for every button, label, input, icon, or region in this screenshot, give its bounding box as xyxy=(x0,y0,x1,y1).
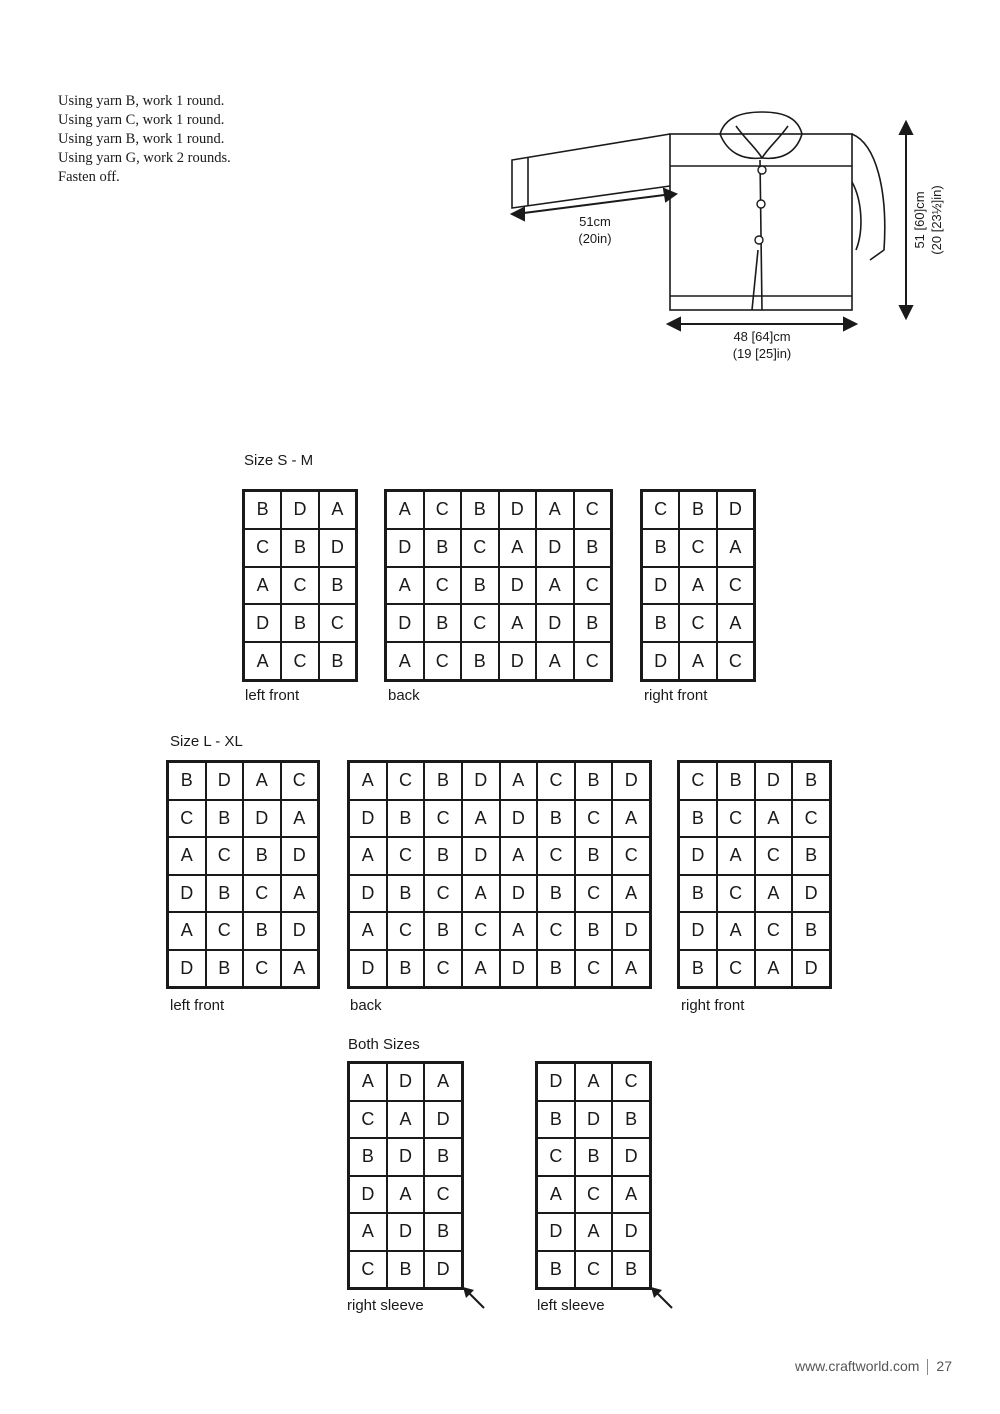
instruction-line: Using yarn G, work 2 rounds. xyxy=(58,150,231,166)
grid-cell: C xyxy=(717,567,754,605)
grid-cell: B xyxy=(206,950,244,988)
grid-cell: B xyxy=(206,875,244,913)
grid-cell: B xyxy=(792,837,830,875)
grid-cell: D xyxy=(387,1063,425,1101)
grid-cell: C xyxy=(424,567,462,605)
grid-cell: C xyxy=(243,875,281,913)
grid-cell: B xyxy=(387,875,425,913)
grid-cell: A xyxy=(612,875,650,913)
grid-cell: C xyxy=(575,950,613,988)
grid-cell: C xyxy=(281,642,318,680)
grid-cell: B xyxy=(281,529,318,567)
width-measure-label: 48 [64]cm xyxy=(733,329,791,344)
grid-cell: D xyxy=(281,491,318,529)
grid-cell: C xyxy=(642,491,679,529)
grid-cell: D xyxy=(612,912,650,950)
grid-cell: A xyxy=(424,1063,462,1101)
label-right-sleeve: right sleeve xyxy=(347,1297,424,1314)
grid-cell: C xyxy=(717,950,755,988)
instruction-line: Using yarn B, work 1 round. xyxy=(58,93,225,109)
label-left-sleeve: left sleeve xyxy=(537,1297,605,1314)
grid-cell: A xyxy=(387,1176,425,1214)
label-lxl-left-front: left front xyxy=(170,997,225,1014)
grid-cell: C xyxy=(537,1138,575,1176)
grid-cell: D xyxy=(537,1063,575,1101)
instructions-text xyxy=(58,92,231,187)
button-icon xyxy=(757,200,765,208)
grid-cell: A xyxy=(499,529,537,567)
both-sizes-title: Both Sizes xyxy=(348,1036,420,1053)
label-sm-left-front: left front xyxy=(245,687,300,704)
grid-cell: B xyxy=(349,1138,387,1176)
grid-cell: C xyxy=(424,800,462,838)
footer-divider xyxy=(927,1359,928,1375)
grid-cell: A xyxy=(462,950,500,988)
grid-cell: B xyxy=(424,762,462,800)
grid-cell: D xyxy=(387,1213,425,1251)
grid-cell: C xyxy=(575,875,613,913)
grid-cell: C xyxy=(792,800,830,838)
grid-cell: B xyxy=(243,912,281,950)
grid-cell: A xyxy=(349,1063,387,1101)
grid-cell: B xyxy=(537,950,575,988)
grid-cell: A xyxy=(755,800,793,838)
grid-cell: B xyxy=(537,875,575,913)
grid-cell: B xyxy=(244,491,281,529)
grid-cell: B xyxy=(717,762,755,800)
grid-cell: D xyxy=(462,762,500,800)
grid-cell: C xyxy=(717,875,755,913)
grid-cell: B xyxy=(642,529,679,567)
grid-cell: C xyxy=(319,604,356,642)
grid-cell: B xyxy=(424,912,462,950)
grid-cell: B xyxy=(574,529,612,567)
grid-sm-right-front xyxy=(640,489,756,682)
right-sleeve-start-arrow-icon xyxy=(460,1284,488,1312)
grid-cell: B xyxy=(679,950,717,988)
grid-cell: C xyxy=(281,567,318,605)
grid-cell: D xyxy=(462,837,500,875)
grid-cell: C xyxy=(679,604,716,642)
grid-cell: D xyxy=(499,642,537,680)
instruction-line: Using yarn B, work 1 round. xyxy=(58,131,225,147)
grid-cell: C xyxy=(679,529,716,567)
grid-cell: C xyxy=(462,912,500,950)
grid-cell: D xyxy=(679,912,717,950)
grid-cell: B xyxy=(319,642,356,680)
grid-cell: D xyxy=(243,800,281,838)
size-lxl-title: Size L - XL xyxy=(170,733,243,750)
grid-cell: A xyxy=(612,800,650,838)
grid-cell: C xyxy=(281,762,319,800)
grid-cell: C xyxy=(575,800,613,838)
grid-cell: D xyxy=(536,529,574,567)
grid-cell: A xyxy=(244,642,281,680)
grid-cell: C xyxy=(243,950,281,988)
grid-cell: C xyxy=(424,491,462,529)
grid-cell: A xyxy=(717,604,754,642)
label-sm-right-front: right front xyxy=(644,687,708,704)
grid-cell: C xyxy=(387,912,425,950)
button-icon xyxy=(758,166,766,174)
grid-cell: A xyxy=(500,837,538,875)
grid-cell: B xyxy=(243,837,281,875)
grid-cell: B xyxy=(387,1251,425,1289)
grid-lxl-back xyxy=(347,760,652,989)
grid-cell: C xyxy=(424,1176,462,1214)
grid-cell: D xyxy=(792,875,830,913)
grid-sm-left-front xyxy=(242,489,358,682)
grid-cell: C xyxy=(755,912,793,950)
grid-cell: C xyxy=(575,1176,613,1214)
grid-cell: A xyxy=(168,837,206,875)
grid-cell: C xyxy=(537,912,575,950)
page-footer xyxy=(795,1358,952,1375)
grid-cell: A xyxy=(717,837,755,875)
grid-cell: B xyxy=(792,912,830,950)
grid-cell: B xyxy=(424,529,462,567)
grid-cell: B xyxy=(168,762,206,800)
grid-cell: A xyxy=(500,912,538,950)
page-number: 27 xyxy=(936,1358,952,1374)
grid-cell: A xyxy=(281,800,319,838)
grid-cell: D xyxy=(387,1138,425,1176)
grid-cell: A xyxy=(536,491,574,529)
grid-cell: A xyxy=(575,1063,613,1101)
grid-cell: C xyxy=(574,567,612,605)
collar-outline xyxy=(720,112,802,158)
grid-cell: A xyxy=(387,1101,425,1139)
button-icon xyxy=(755,236,763,244)
grid-cell: D xyxy=(642,567,679,605)
grid-lxl-left-front xyxy=(166,760,320,989)
grid-cell: D xyxy=(500,875,538,913)
grid-cell: A xyxy=(717,529,754,567)
grid-cell: A xyxy=(168,912,206,950)
grid-cell: D xyxy=(244,604,281,642)
grid-cell: D xyxy=(168,950,206,988)
grid-cell: B xyxy=(679,875,717,913)
grid-cell: A xyxy=(755,875,793,913)
grid-cell: B xyxy=(792,762,830,800)
grid-cell: A xyxy=(500,762,538,800)
footer-website-link[interactable]: www.craftworld.com xyxy=(794,1358,920,1374)
grid-cell: D xyxy=(281,912,319,950)
grid-cell: A xyxy=(349,762,387,800)
grid-cell: D xyxy=(349,800,387,838)
grid-sm-back xyxy=(384,489,613,682)
grid-cell: C xyxy=(349,1101,387,1139)
grid-cell: A xyxy=(499,604,537,642)
grid-cell: B xyxy=(612,1101,650,1139)
grid-cell: B xyxy=(574,604,612,642)
grid-cell: C xyxy=(612,1063,650,1101)
grid-cell: D xyxy=(500,800,538,838)
grid-cell: D xyxy=(612,1213,650,1251)
sleeve-measure-label-in: (20in) xyxy=(578,231,612,246)
label-sm-back: back xyxy=(388,687,420,704)
grid-cell: C xyxy=(717,800,755,838)
grid-cell: D xyxy=(386,604,424,642)
grid-cell: C xyxy=(612,837,650,875)
grid-cell: B xyxy=(575,837,613,875)
grid-cell: C xyxy=(575,1251,613,1289)
grid-cell: A xyxy=(349,837,387,875)
grid-left-sleeve xyxy=(535,1061,652,1290)
grid-cell: C xyxy=(424,642,462,680)
grid-cell: C xyxy=(717,642,754,680)
grid-cell: A xyxy=(386,567,424,605)
grid-cell: B xyxy=(537,1101,575,1139)
front-opening xyxy=(760,160,762,310)
grid-cell: D xyxy=(612,762,650,800)
grid-cell: D xyxy=(612,1138,650,1176)
grid-cell: D xyxy=(386,529,424,567)
grid-cell: C xyxy=(537,762,575,800)
grid-cell: D xyxy=(679,837,717,875)
grid-cell: B xyxy=(319,567,356,605)
grid-cell: B xyxy=(206,800,244,838)
grid-cell: C xyxy=(206,837,244,875)
grid-cell: C xyxy=(461,529,499,567)
grid-cell: D xyxy=(717,491,754,529)
grid-cell: B xyxy=(537,800,575,838)
label-lxl-back: back xyxy=(350,997,382,1014)
grid-cell: A xyxy=(386,491,424,529)
grid-cell: B xyxy=(424,604,462,642)
grid-cell: B xyxy=(612,1251,650,1289)
grid-cell: B xyxy=(461,642,499,680)
grid-cell: B xyxy=(281,604,318,642)
grid-cell: D xyxy=(281,837,319,875)
grid-cell: D xyxy=(575,1101,613,1139)
grid-cell: A xyxy=(717,912,755,950)
grid-cell: A xyxy=(612,950,650,988)
grid-cell: A xyxy=(281,950,319,988)
grid-cell: A xyxy=(537,1176,575,1214)
grid-cell: A xyxy=(349,912,387,950)
grid-cell: C xyxy=(349,1251,387,1289)
grid-cell: B xyxy=(461,567,499,605)
grid-cell: B xyxy=(424,1213,462,1251)
label-lxl-right-front: right front xyxy=(681,997,745,1014)
grid-cell: D xyxy=(536,604,574,642)
grid-lxl-right-front xyxy=(677,760,832,989)
grid-cell: A xyxy=(244,567,281,605)
grid-cell: A xyxy=(755,950,793,988)
grid-cell: C xyxy=(168,800,206,838)
instruction-line: Fasten off. xyxy=(58,169,120,185)
grid-cell: C xyxy=(574,642,612,680)
grid-cell: D xyxy=(424,1101,462,1139)
width-measure-label-in: (19 [25]in) xyxy=(732,346,792,361)
grid-cell: D xyxy=(349,875,387,913)
grid-cell: C xyxy=(244,529,281,567)
grid-cell: B xyxy=(387,800,425,838)
grid-cell: C xyxy=(387,837,425,875)
grid-cell: D xyxy=(499,491,537,529)
grid-cell: A xyxy=(386,642,424,680)
right-sleeve-outline xyxy=(852,134,885,260)
grid-cell: C xyxy=(387,762,425,800)
instruction-line: Using yarn C, work 1 round. xyxy=(58,112,225,128)
grid-cell: D xyxy=(755,762,793,800)
left-sleeve-start-arrow-icon xyxy=(648,1284,676,1312)
grid-cell: D xyxy=(642,642,679,680)
grid-cell: B xyxy=(424,1138,462,1176)
grid-cell: A xyxy=(536,567,574,605)
grid-cell: D xyxy=(349,1176,387,1214)
grid-cell: D xyxy=(792,950,830,988)
grid-cell: B xyxy=(679,491,716,529)
grid-cell: C xyxy=(424,875,462,913)
length-measure-label-in: (20 [23½]in) xyxy=(929,185,944,255)
length-measure-label: 51 [60]cm xyxy=(912,191,927,249)
grid-cell: D xyxy=(500,950,538,988)
grid-cell: A xyxy=(536,642,574,680)
grid-cell: A xyxy=(243,762,281,800)
grid-cell: D xyxy=(499,567,537,605)
cardigan-schematic xyxy=(500,110,960,380)
grid-cell: D xyxy=(349,950,387,988)
grid-cell: C xyxy=(679,762,717,800)
grid-cell: B xyxy=(575,762,613,800)
grid-cell: C xyxy=(574,491,612,529)
grid-cell: B xyxy=(642,604,679,642)
grid-cell: D xyxy=(168,875,206,913)
grid-cell: B xyxy=(537,1251,575,1289)
grid-cell: A xyxy=(679,567,716,605)
grid-cell: A xyxy=(612,1176,650,1214)
grid-cell: D xyxy=(424,1251,462,1289)
grid-cell: C xyxy=(461,604,499,642)
grid-cell: B xyxy=(387,950,425,988)
sleeve-measure-label: 51cm xyxy=(579,214,611,229)
grid-cell: A xyxy=(575,1213,613,1251)
grid-cell: D xyxy=(319,529,356,567)
grid-right-sleeve xyxy=(347,1061,464,1290)
grid-cell: B xyxy=(575,912,613,950)
grid-cell: D xyxy=(537,1213,575,1251)
grid-cell: B xyxy=(424,837,462,875)
grid-cell: A xyxy=(462,875,500,913)
grid-cell: A xyxy=(319,491,356,529)
grid-cell: A xyxy=(679,642,716,680)
grid-cell: B xyxy=(575,1138,613,1176)
grid-cell: B xyxy=(679,800,717,838)
grid-cell: C xyxy=(424,950,462,988)
size-sm-title: Size S - M xyxy=(244,452,314,469)
grid-cell: A xyxy=(281,875,319,913)
grid-cell: C xyxy=(206,912,244,950)
grid-cell: D xyxy=(206,762,244,800)
grid-cell: C xyxy=(755,837,793,875)
grid-cell: C xyxy=(537,837,575,875)
grid-cell: A xyxy=(462,800,500,838)
grid-cell: A xyxy=(349,1213,387,1251)
grid-cell: B xyxy=(461,491,499,529)
